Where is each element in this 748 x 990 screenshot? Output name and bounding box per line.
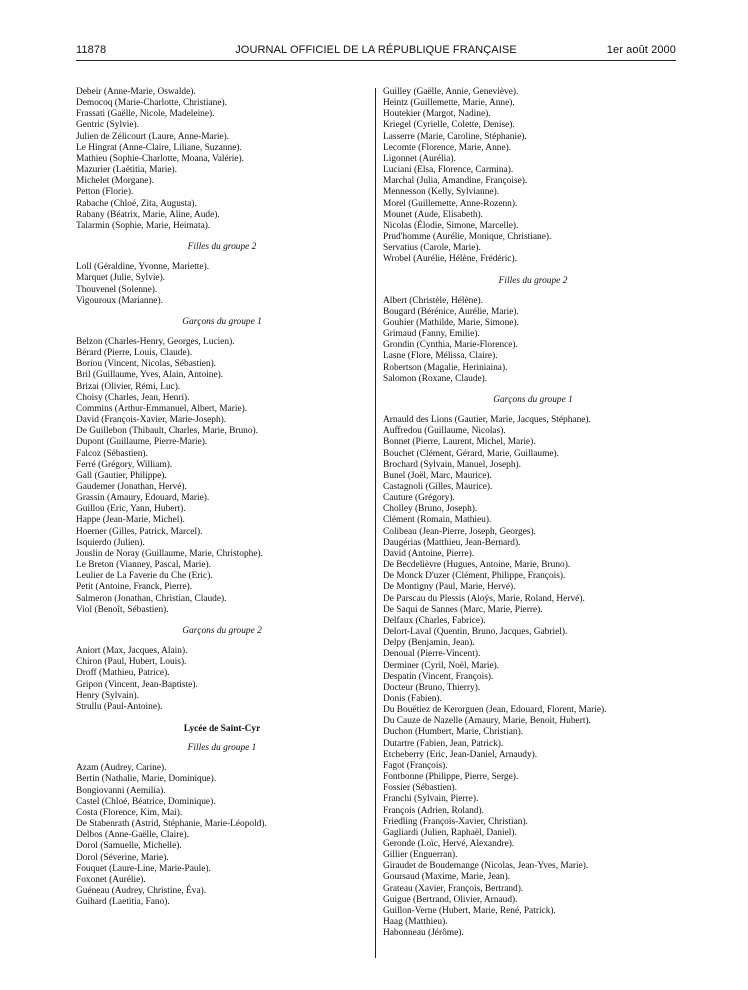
list-item: Le Breton (Vianney, Pascal, Marie).	[76, 560, 211, 571]
list-item: Luciani (Elsa, Florence, Carmina).	[383, 165, 514, 176]
list-item: Viol (Benoît, Sébastien).	[76, 604, 169, 615]
list-item: Du Bouëtiez de Kerorguen (Jean, Edouard, Florent, Marie).	[383, 705, 607, 716]
list-item: Derminer (Cyril, Noël, Marie).	[383, 660, 500, 671]
section-heading: Garçons du groupe 2	[182, 625, 262, 636]
list-item: Guigue (Bertrand, Olivier, Arnaud).	[383, 894, 518, 905]
list-item: De Montigny (Paul, Marie, Hervé).	[383, 582, 516, 593]
list-item: Houtekier (Margot, Nadine).	[383, 109, 491, 120]
list-item: Cauture (Grégory).	[383, 493, 455, 504]
list-item: Fontbonne (Philippe, Pierre, Serge).	[383, 772, 519, 783]
list-item: De Monck D'uzer (Clément, Philippe, François).	[383, 571, 566, 582]
list-item: Marchal (Julia, Amandine, Françoise).	[383, 176, 528, 187]
list-item: Dorol (Samuelle, Michelle).	[76, 841, 182, 852]
list-item: Frassati (Gaëlle, Nicole, Madeleine).	[76, 109, 215, 120]
list-item: Bertin (Nathalie, Marie, Dominique).	[76, 774, 217, 785]
list-item: Nicolas (Élodie, Simone, Marcelle).	[383, 220, 519, 231]
list-item: Cholley (Bruno, Joseph).	[383, 504, 478, 515]
list-item: Gillier (Enguerran).	[383, 850, 458, 861]
list-item: Droff (Mathieu, Patrice).	[76, 668, 170, 679]
page-number: 11878	[76, 44, 107, 56]
list-item: Wrobel (Aurélie, Hélène, Frédéric).	[383, 254, 517, 265]
name-list	[76, 262, 368, 307]
list-item: Duchon (Humbert, Marie, Christian).	[383, 727, 524, 738]
list-item: Michelet (Morgane).	[76, 176, 154, 187]
list-item: Fossier (Sébastien).	[383, 783, 457, 794]
list-item: Arnauld des Lions (Gautier, Marie, Jacques, Stéphane).	[383, 415, 591, 426]
list-item: Donis (Fabien).	[383, 693, 442, 704]
list-item: Lasserre (Marie, Caroline, Stéphanie).	[383, 131, 527, 142]
list-item: Bérard (Pierre, Louis, Claude).	[76, 348, 193, 359]
left-column	[76, 87, 368, 908]
list-item: Choisy (Charles, Jean, Henri).	[76, 392, 190, 403]
list-item: Bril (Guillaume, Yves, Alain, Antoine).	[76, 370, 224, 381]
list-item: Thouvenel (Solenne).	[76, 284, 158, 295]
list-item: Morel (Guillemette, Anne-Rozenn).	[383, 198, 518, 209]
list-item: Grimaud (Fanny, Emilie).	[383, 329, 480, 340]
name-list	[76, 646, 368, 713]
list-item: Ligonnet (Aurélia).	[383, 153, 456, 164]
list-item: Commins (Arthur-Emmanuel, Albert, Marie).	[76, 403, 248, 414]
list-item: Delort-Laval (Quentin, Bruno, Jacques, Gabriel).	[383, 627, 568, 638]
list-item: Bongiovanni (Aemilia).	[76, 785, 166, 796]
list-item: De Saqui de Sannes (Marc, Marie, Pierre).	[383, 604, 543, 615]
list-item: Julien de Zélicourt (Laure, Anne-Marie).	[76, 131, 230, 142]
list-item: Guilley (Gaëlle, Annie, Geneviève).	[383, 87, 519, 97]
name-list	[383, 415, 683, 939]
list-item: Castel (Chloé, Béatrice, Dominique).	[76, 796, 216, 807]
right-column	[383, 87, 683, 939]
list-item: Isquierdo (Julien).	[76, 537, 145, 548]
section-heading: Garçons du groupe 1	[493, 394, 573, 405]
list-item: Marquet (Julie, Sylvie).	[76, 273, 166, 284]
list-item: Loll (Géraldine, Yvonne, Mariette).	[76, 262, 210, 273]
list-item: Bouchet (Clément, Gérard, Marie, Guillaume).	[383, 448, 559, 459]
list-item: Haag (Matthieu).	[383, 917, 448, 928]
list-item: Grateau (Xavier, François, Bertrand).	[383, 883, 524, 894]
list-item: Delpy (Benjamin, Jean).	[383, 638, 475, 649]
list-item: Goursaud (Maxime, Marie, Jean).	[383, 872, 511, 883]
list-item: Kriegel (Cyrielle, Colette, Denise).	[383, 120, 515, 131]
list-item: Vigouroux (Marianne).	[76, 295, 163, 306]
list-item: Costa (Florence, Kim, Mai).	[76, 807, 183, 818]
page-header	[76, 44, 676, 58]
list-item: Etcheberry (Eric, Jean-Daniel, Arnaudy).	[383, 749, 538, 760]
list-item: Ferré (Grégory, William).	[76, 459, 173, 470]
list-item: Gagliardi (Julien, Raphaël, Daniel).	[383, 827, 517, 838]
name-list	[383, 296, 683, 385]
list-item: Heintz (Guillemette, Marie, Anne).	[383, 98, 515, 109]
list-item: Mathieu (Sophie-Charlotte, Moana, Valérie).	[76, 153, 245, 164]
list-item: Robertson (Magalie, Heriniaina).	[383, 362, 508, 373]
list-item: Mennesson (Kelly, Sylvianne).	[383, 187, 500, 198]
list-item: Fagot (François).	[383, 760, 448, 771]
list-item: Gall (Gautier, Philippe).	[76, 470, 167, 481]
section-heading: Filles du groupe 2	[187, 242, 257, 253]
list-item: Giraudet de Boudemange (Nicolas, Jean-Yves, Marie).	[383, 861, 589, 872]
list-item: Delfaux (Charles, Fabrice).	[383, 615, 486, 626]
section-heading: Garçons du groupe 1	[182, 316, 262, 327]
list-item: Brizai (Olivier, Rémi, Luc).	[76, 381, 181, 392]
list-item: Mounet (Aude, Elisabeth).	[383, 209, 483, 220]
list-item: Dupont (Guillaume, Pierre-Marie).	[76, 437, 208, 448]
list-item: Habonneau (Jérôme).	[383, 928, 464, 939]
list-item: Despatin (Vincent, François).	[383, 671, 494, 682]
list-item: Servatius (Carole, Marie).	[383, 243, 481, 254]
name-list	[76, 337, 368, 616]
section-heading: Filles du groupe 1	[187, 743, 257, 754]
list-item: Dutartre (Fabien, Jean, Patrick).	[383, 738, 504, 749]
section-heading: Filles du groupe 2	[498, 275, 568, 286]
list-item: Guillou (Eric, Yann, Hubert).	[76, 504, 186, 515]
list-item: Aniort (Max, Jacques, Alain).	[76, 646, 188, 657]
list-item: Azam (Audrey, Carine).	[76, 763, 167, 774]
list-item: Du Cauze de Nazelle (Amaury, Marie, Benoit, Hubert).	[383, 716, 591, 727]
list-item: Democoq (Marie-Charlotte, Christiane).	[76, 98, 227, 109]
list-item: Denoual (Pierre-Vincent).	[383, 649, 481, 660]
list-item: Brochard (Sylvain, Manuel, Joseph).	[383, 459, 521, 470]
list-item: Lasne (Flore, Mélissa, Claire).	[383, 351, 498, 362]
name-list	[383, 87, 683, 266]
list-item: De Guillebon (Thibault, Charles, Marie, Bruno).	[76, 426, 258, 437]
list-item: Salomon (Roxane, Claude).	[383, 373, 488, 384]
list-item: David (François-Xavier, Marie-Joseph).	[76, 415, 227, 426]
list-item: Auffredou (Guillaume, Nicolas).	[383, 426, 506, 437]
list-item: Colibeau (Jean-Pierre, Joseph, Georges).	[383, 526, 536, 537]
list-item: Daugérias (Matthieu, Jean-Bernard).	[383, 537, 521, 548]
list-item: Hoerner (Gilles, Patrick, Marcel).	[76, 526, 203, 537]
list-item: Guéneau (Audrey, Christine, Éva).	[76, 886, 207, 896]
list-item: Talarmin (Sophie, Marie, Heimata).	[76, 220, 211, 231]
list-item: Guillon-Verne (Hubert, Marie, René, Patrick).	[383, 905, 556, 916]
list-item: Geronde (Loïc, Hervé, Alexandre).	[383, 839, 515, 849]
list-item: Prud'homme (Aurélie, Monique, Christiane).	[383, 232, 552, 243]
list-item: De Becdelièvre (Hugues, Antoine, Marie, Bruno).	[383, 560, 571, 571]
list-item: Boriou (Vincent, Nicolas, Sébastien).	[76, 359, 217, 370]
name-list	[76, 763, 368, 908]
list-item: De Stabenrath (Astrid, Stéphanie, Marie-Léopold).	[76, 819, 267, 830]
list-item: Strullu (Paul-Antoine).	[76, 701, 163, 712]
list-item: Rabany (Béatrix, Marie, Aline, Aude).	[76, 209, 220, 220]
school-heading: Lycée de Saint-Cyr	[183, 723, 261, 734]
list-item: Petton (Florie).	[76, 187, 134, 198]
list-item: Gaudemer (Jonathan, Hervé).	[76, 482, 187, 492]
list-item: Foxonet (Aurélie).	[76, 874, 146, 885]
list-item: Debeir (Anne-Marie, Oswalde).	[76, 87, 196, 97]
list-item: Franchi (Sylvain, Pierre).	[383, 794, 479, 805]
list-item: Bougard (Bérénice, Aurélie, Marie).	[383, 306, 519, 317]
list-item: De Parscau du Plessis (Aloÿs, Marie, Roland, Hervé).	[383, 593, 585, 604]
list-item: Bunel (Joël, Marc, Maurice).	[383, 470, 492, 481]
list-item: Mazurier (Laëtitia, Marie).	[76, 165, 177, 176]
list-item: Friedling (François-Xavier, Christian).	[383, 816, 528, 827]
list-item: Salmeron (Jonathan, Christian, Claude).	[76, 593, 227, 604]
list-item: Chiron (Paul, Hubert, Louis).	[76, 657, 187, 668]
list-item: Delbos (Anne-Gaëlle, Claire).	[76, 830, 189, 841]
list-item: Clément (Romain, Mathieu).	[383, 515, 492, 526]
issue-date: 1er août 2000	[606, 44, 676, 56]
list-item: Fouquet (Laure-Line, Marie-Paule).	[76, 863, 211, 874]
list-item: Gentric (Sylvie).	[76, 120, 140, 131]
name-list	[76, 87, 368, 232]
column-divider	[375, 88, 376, 958]
list-item: Happe (Jean-Marie, Michel).	[76, 515, 185, 526]
list-item: David (Antoine, Pierre).	[383, 548, 475, 559]
list-item: Gouhier (Mathilde, Marie, Simone).	[383, 317, 519, 328]
list-item: Guihard (Laetitia, Fano).	[76, 897, 170, 908]
list-item: Gripon (Vincent, Jean-Baptiste).	[76, 679, 198, 690]
list-item: Grondin (Cynthia, Marie-Florence).	[383, 340, 518, 351]
list-item: Petit (Antoine, Franck, Pierre).	[76, 582, 193, 593]
list-item: François (Adrien, Roland).	[383, 805, 485, 816]
list-item: Belzon (Charles-Henry, Georges, Lucien).	[76, 336, 235, 347]
list-item: Le Hingrat (Anne-Claire, Liliane, Suzanne).	[76, 142, 242, 153]
list-item: Rabache (Chloé, Zita, Augusta).	[76, 198, 197, 209]
list-item: Castagnoli (Gilles, Maurice).	[383, 482, 493, 492]
list-item: Henry (Sylvain).	[76, 690, 140, 701]
list-item: Dorol (Séverine, Marie).	[76, 852, 169, 863]
journal-title: JOURNAL OFFICIEL DE LA RÉPUBLIQUE FRANÇAISE	[235, 44, 517, 56]
list-item: Albert (Christèle, Hélène).	[383, 295, 483, 306]
list-item: Jouslin de Noray (Guillaume, Marie, Christophe).	[76, 548, 263, 559]
list-item: Grassin (Amaury, Edouard, Marie).	[76, 493, 210, 504]
list-item: Docteur (Bruno, Thierry).	[383, 682, 481, 693]
list-item: Falcoz (Sébastien).	[76, 448, 148, 459]
header-rule	[76, 60, 676, 61]
list-item: Bonnet (Pierre, Laurent, Michel, Marie).	[383, 437, 536, 448]
list-item: Leulier de La Faverie du Che (Eric).	[76, 571, 213, 582]
list-item: Lecomte (Florence, Marie, Anne).	[383, 142, 512, 153]
